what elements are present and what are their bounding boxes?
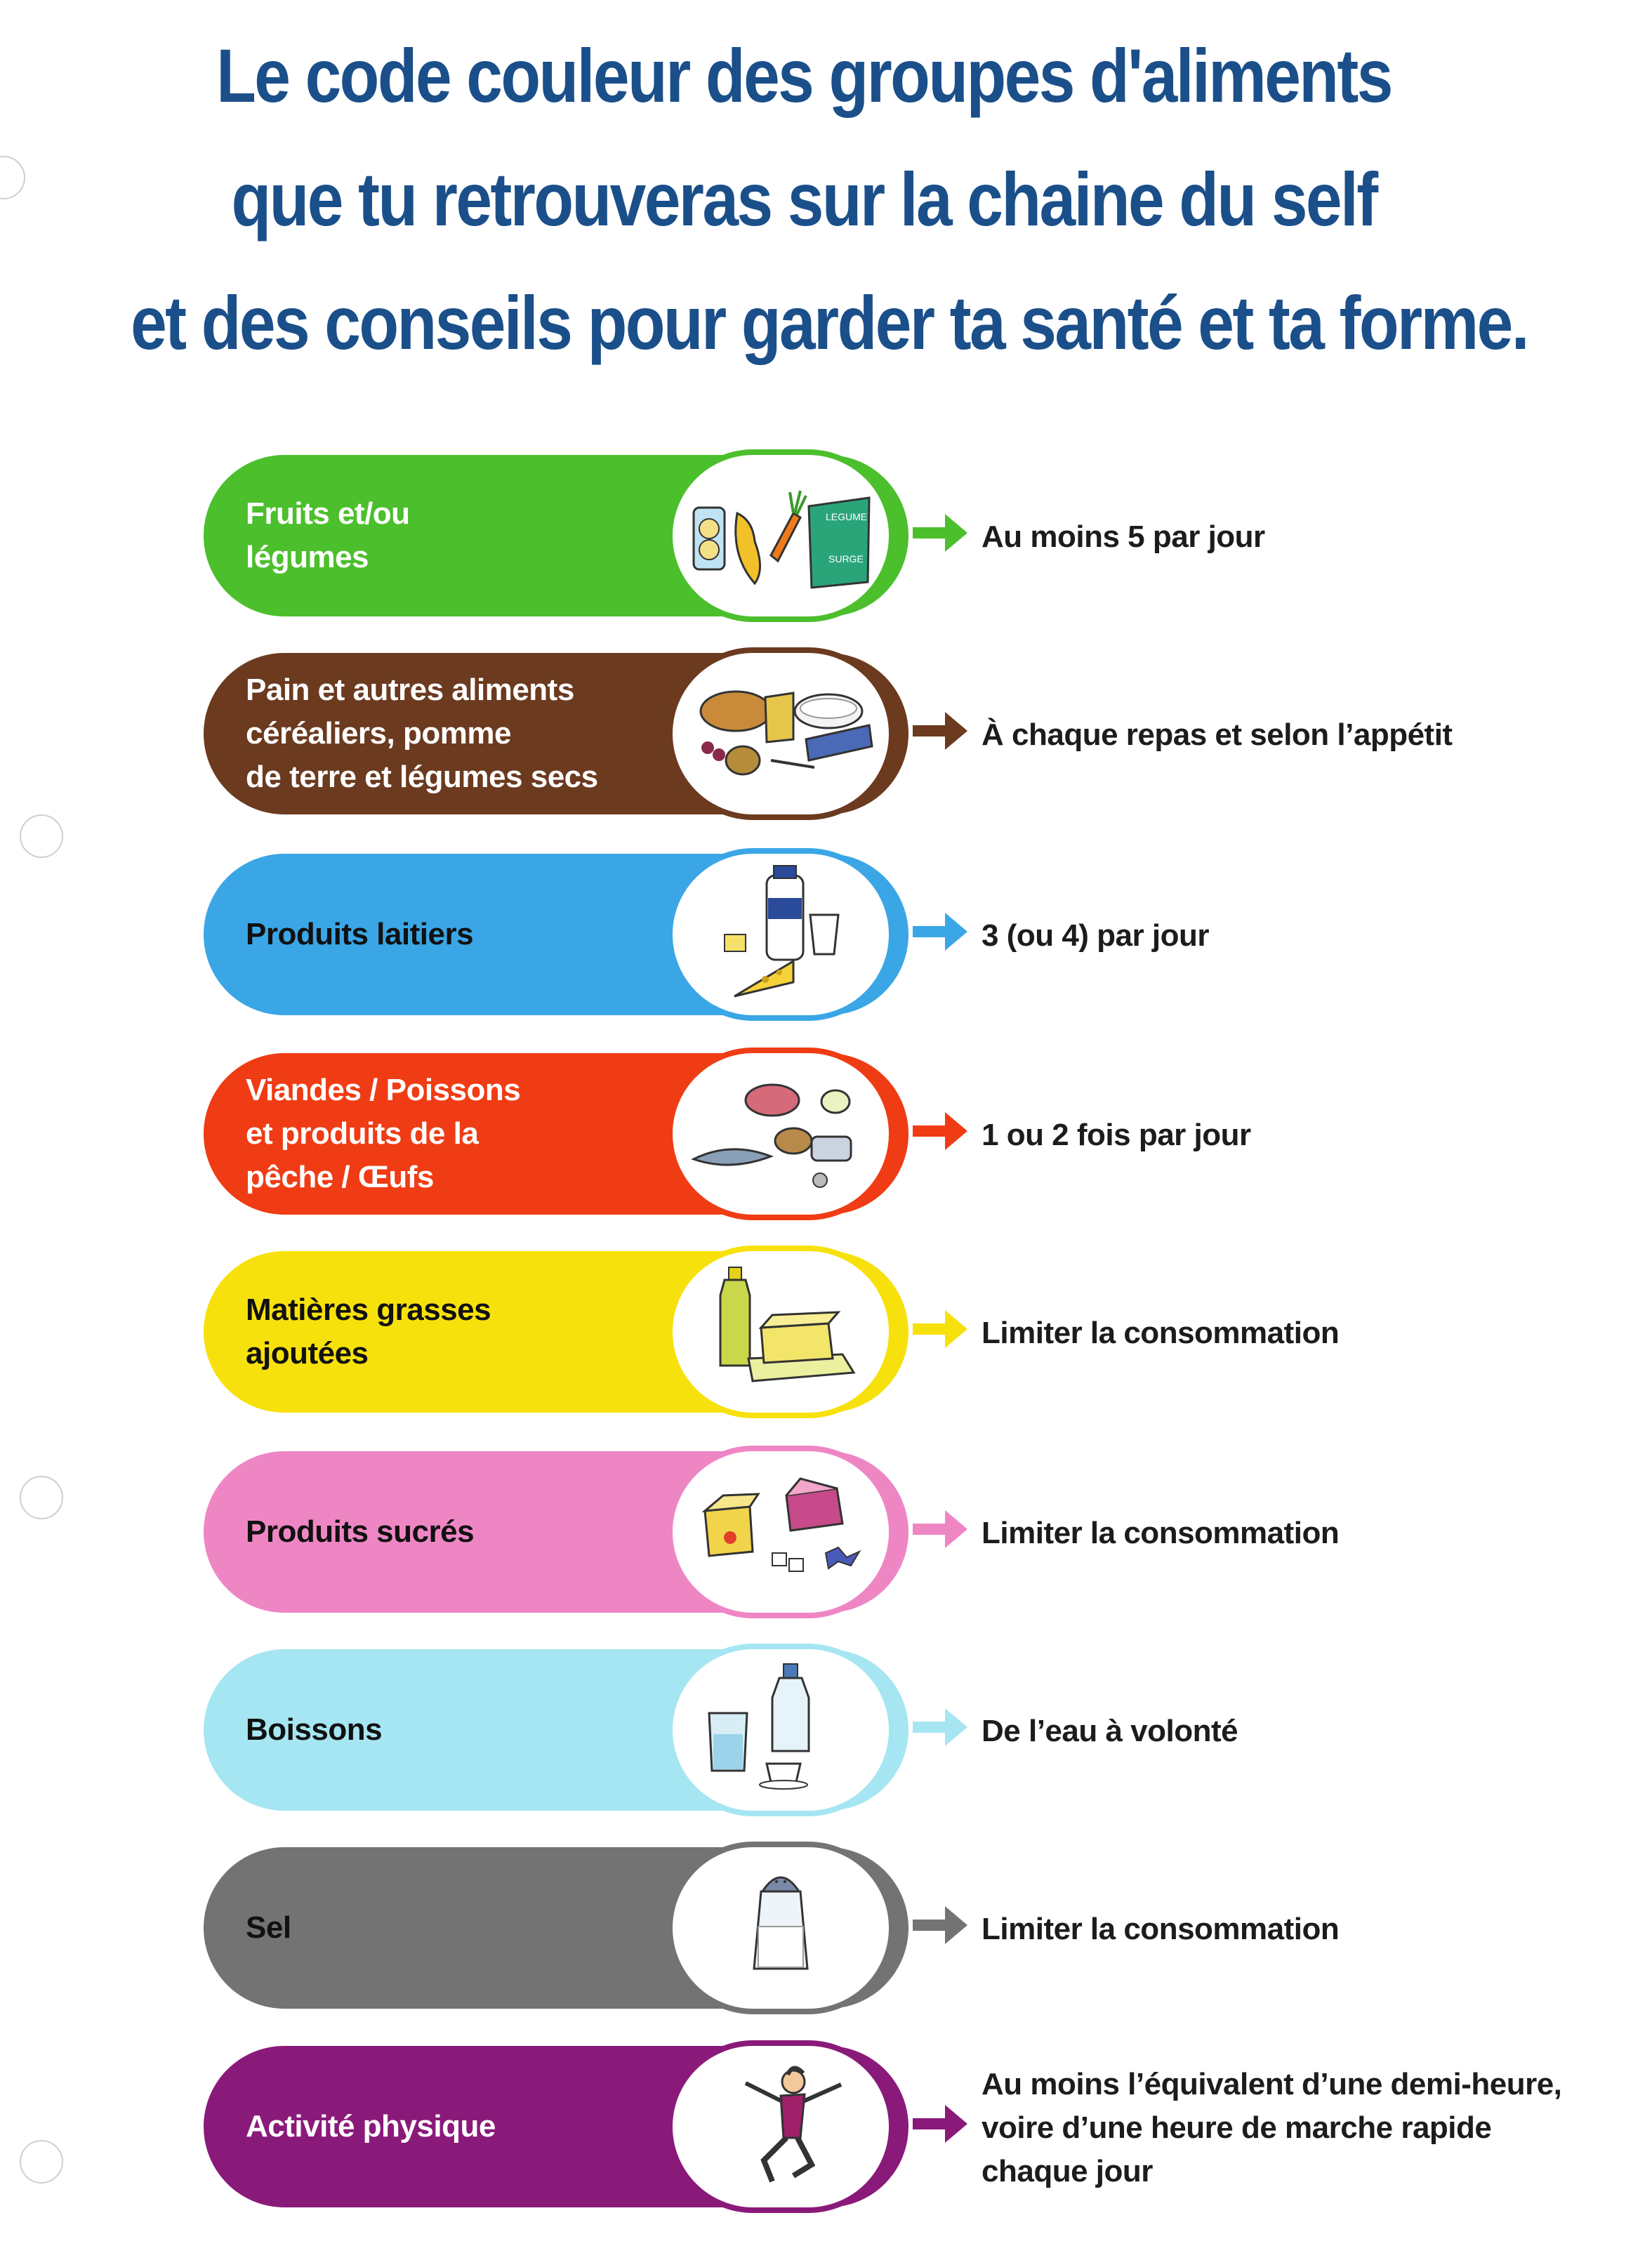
food-group-label-line: Boissons <box>246 1712 383 1747</box>
dairy-icon <box>667 848 894 1021</box>
sweets-icon <box>667 1446 894 1618</box>
arrow-icon <box>913 1304 969 1354</box>
salt-shaker-icon <box>667 1842 894 2014</box>
recommendation-line: Au moins l’équivalent d’une demi-heure, <box>982 2067 1562 2101</box>
meat-fish-egg-icon <box>667 1048 894 1220</box>
food-group-label-line: Fruits et/ou <box>246 496 410 531</box>
food-group-label <box>246 2046 681 2207</box>
recommendation-line: De l’eau à volonté <box>982 1714 1238 1748</box>
recommendation-line: Limiter la consommation <box>982 1516 1340 1550</box>
food-group-label <box>246 854 681 1015</box>
food-group-label <box>246 1649 681 1811</box>
recommendation-text <box>982 1644 1613 1819</box>
food-group-row <box>0 647 1652 823</box>
food-group-row <box>0 1644 1652 1819</box>
arrow-icon <box>913 1901 969 1950</box>
recommendation-line: 1 ou 2 fois par jour <box>982 1118 1251 1152</box>
food-group-label-line: Activité physique <box>246 2109 496 2143</box>
food-group-label-line: Pain et autres aliments <box>246 673 574 707</box>
recommendation-text <box>982 848 1613 1024</box>
arrow-icon <box>913 706 969 755</box>
svg-text:LEGUME: LEGUME <box>826 511 868 522</box>
recommendation-text <box>982 1246 1613 1421</box>
food-group-label <box>246 1847 681 2009</box>
arrow-icon <box>913 907 969 956</box>
recommendation-line: Limiter la consommation <box>982 1912 1340 1946</box>
food-group-label-line: de terre et légumes secs <box>246 760 598 794</box>
food-group-label-line: et produits de la <box>246 1116 479 1151</box>
title-line: et des conseils pour garder ta santé et ta forme. <box>131 280 1528 365</box>
recommendation-line: chaque jour <box>982 2154 1153 2188</box>
recommendation-text <box>982 1842 1613 2017</box>
arrow-icon <box>913 1505 969 1554</box>
food-group-label-line: Produits sucrés <box>246 1514 475 1549</box>
recommendation-line: voire d’une heure de marche rapide <box>982 2110 1492 2145</box>
recommendation-text <box>982 647 1613 823</box>
arrow-icon <box>913 2099 969 2148</box>
food-group-label-line: pêche / Œufs <box>246 1160 434 1194</box>
food-group-label <box>246 1451 681 1613</box>
physical-activity-icon <box>667 2040 894 2213</box>
title-line: que tu retrouveras sur la chaine du self <box>231 157 1377 242</box>
recommendation-line: Au moins 5 par jour <box>982 520 1265 554</box>
food-group-label <box>246 1251 681 1413</box>
arrow-icon <box>913 1703 969 1752</box>
food-group-label <box>246 1053 681 1215</box>
food-group-label-line: Sel <box>246 1910 291 1945</box>
food-group-label-line: Produits laitiers <box>246 917 474 951</box>
food-group-label <box>246 455 681 616</box>
fruits-vegetables-icon <box>667 449 894 622</box>
recommendation-text <box>982 1048 1613 1223</box>
arrow-icon <box>913 1107 969 1156</box>
food-group-row <box>0 1246 1652 1421</box>
page-title <box>21 14 1587 385</box>
recommendation-line: Limiter la consommation <box>982 1316 1340 1350</box>
food-group-row <box>0 2040 1652 2216</box>
food-group-row <box>0 1842 1652 2017</box>
food-group-row <box>0 848 1652 1024</box>
food-group-label-line: céréaliers, pomme <box>246 716 511 751</box>
food-group-label-line: Matières grasses <box>246 1293 491 1327</box>
recommendation-line: 3 (ou 4) par jour <box>982 918 1209 953</box>
arrow-icon <box>913 508 969 557</box>
food-group-row <box>0 449 1652 625</box>
food-group-label <box>246 653 681 814</box>
food-group-row <box>0 1048 1652 1223</box>
food-group-label-line: ajoutées <box>246 1336 369 1370</box>
food-group-label-line: légumes <box>246 540 369 574</box>
recommendation-text <box>982 2040 1613 2216</box>
oil-butter-icon <box>667 1246 894 1418</box>
bread-cereals-icon <box>667 647 894 820</box>
food-group-label-line: Viandes / Poissons <box>246 1073 521 1107</box>
svg-text:SURGE: SURGE <box>828 553 864 564</box>
recommendation-line: À chaque repas et selon l’appétit <box>982 718 1453 752</box>
food-group-row <box>0 1446 1652 1621</box>
drinks-icon <box>667 1644 894 1816</box>
title-line: Le code couleur des groupes d'aliments <box>216 33 1392 118</box>
recommendation-text <box>982 449 1613 625</box>
recommendation-text <box>982 1446 1613 1621</box>
